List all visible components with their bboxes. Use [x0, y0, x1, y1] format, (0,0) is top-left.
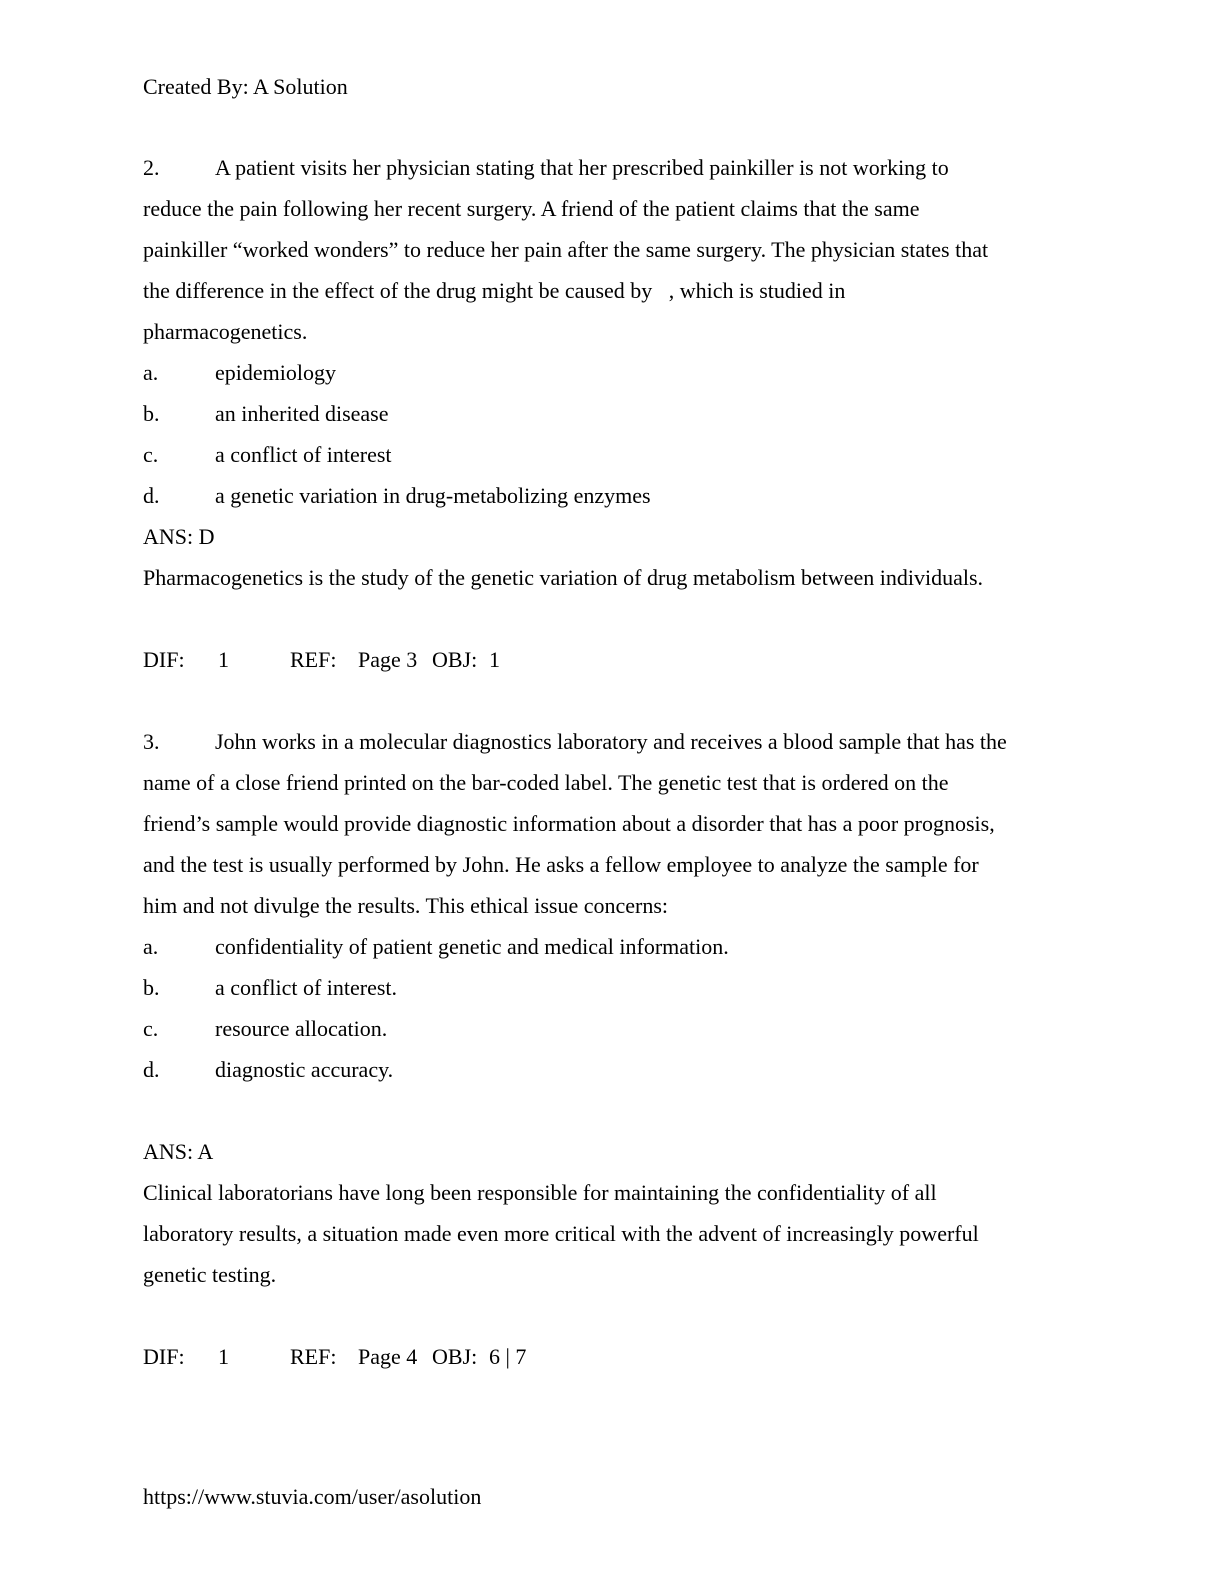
choice-text: a conflict of interest [215, 442, 392, 467]
choice-text: resource allocation. [215, 1016, 388, 1041]
choice-letter: d. [143, 1057, 160, 1082]
choice-text: confidentiality of patient genetic and medical information. [215, 934, 729, 959]
header-credit: Created By: A Solution [143, 74, 348, 99]
choice-letter: a. [143, 360, 159, 385]
question-2-reference-line [143, 639, 1083, 680]
choice-text: a conflict of interest. [215, 975, 398, 1000]
ref-value: Page 4 [358, 1344, 418, 1369]
question-2-choice-a [143, 352, 1083, 393]
ref-label: REF: [290, 647, 337, 672]
question-2-stem-line: pharmacogenetics. [143, 319, 308, 344]
question-2-stem: A patient visits her physician stating that her prescribed painkiller is not working to [215, 155, 949, 180]
question-3-rationale: laboratory results, a situation made even more critical with the advent of increasingly powerful [143, 1221, 979, 1246]
question-3-stem: John works in a molecular diagnostics laboratory and receives a blood sample that has the [215, 729, 1007, 754]
blank-line [143, 1090, 1083, 1131]
question-3-first-line [143, 721, 1083, 762]
choice-letter: a. [143, 934, 159, 959]
obj-label: OBJ: [432, 1344, 478, 1369]
dif-label: DIF: [143, 1344, 185, 1369]
dif-value: 1 [218, 647, 229, 672]
footer-url: https://www.stuvia.com/user/asolution [143, 1484, 482, 1509]
obj-value: 1 [489, 647, 500, 672]
question-3-choice-d [143, 1049, 1083, 1090]
choice-letter: d. [143, 483, 160, 508]
dif-value: 1 [218, 1344, 229, 1369]
question-3-answer: ANS: A [143, 1139, 214, 1164]
choice-letter: c. [143, 442, 159, 467]
question-3-reference-line [143, 1336, 1083, 1377]
ref-value: Page 3 [358, 647, 418, 672]
choice-text: a genetic variation in drug-metabolizing enzymes [215, 483, 651, 508]
choice-text: epidemiology [215, 360, 336, 385]
blank-line [143, 598, 1083, 639]
question-2-stem-line: the difference in the effect of the drug might be caused by , which is studied in [143, 278, 846, 303]
question-2-choice-b [143, 393, 1083, 434]
choice-text: diagnostic accuracy. [215, 1057, 394, 1082]
question-2-stem-line: reduce the pain following her recent surgery. A friend of the patient claims that the same [143, 196, 920, 221]
obj-value: 6 | 7 [489, 1344, 527, 1369]
choice-letter: b. [143, 401, 160, 426]
question-3-stem-line: him and not divulge the results. This ethical issue concerns: [143, 893, 669, 918]
question-3-stem-line: friend’s sample would provide diagnostic information about a disorder that has a poor prognosis, [143, 811, 995, 836]
question-2-number: 2. [143, 155, 160, 180]
question-2-stem-line: painkiller “worked wonders” to reduce her pain after the same surgery. The physician states that [143, 237, 989, 262]
question-3-stem-line: and the test is usually performed by John. He asks a fellow employee to analyze the sample for [143, 852, 979, 877]
question-3-choice-c [143, 1008, 1083, 1049]
ref-label: REF: [290, 1344, 337, 1369]
question-3-rationale: genetic testing. [143, 1262, 277, 1287]
question-3-choice-b [143, 967, 1083, 1008]
choice-letter: c. [143, 1016, 159, 1041]
question-2-first-line [143, 147, 1083, 188]
question-2-answer: ANS: D [143, 524, 215, 549]
question-2-rationale: Pharmacogenetics is the study of the genetic variation of drug metabolism between individuals. [143, 565, 984, 590]
question-2-choice-d [143, 475, 1083, 516]
obj-label: OBJ: [432, 647, 478, 672]
question-2-choice-c [143, 434, 1083, 475]
dif-label: DIF: [143, 647, 185, 672]
blank-line [143, 1295, 1083, 1336]
blank-line [143, 680, 1083, 721]
question-3-stem-line: name of a close friend printed on the bar-coded label. The genetic test that is ordered on the [143, 770, 949, 795]
question-3-number: 3. [143, 729, 160, 754]
choice-text: an inherited disease [215, 401, 389, 426]
choice-letter: b. [143, 975, 160, 1000]
document-body [143, 147, 1083, 1377]
question-3-choice-a [143, 926, 1083, 967]
question-3-rationale: Clinical laboratorians have long been responsible for maintaining the confidentiality of all [143, 1180, 937, 1205]
